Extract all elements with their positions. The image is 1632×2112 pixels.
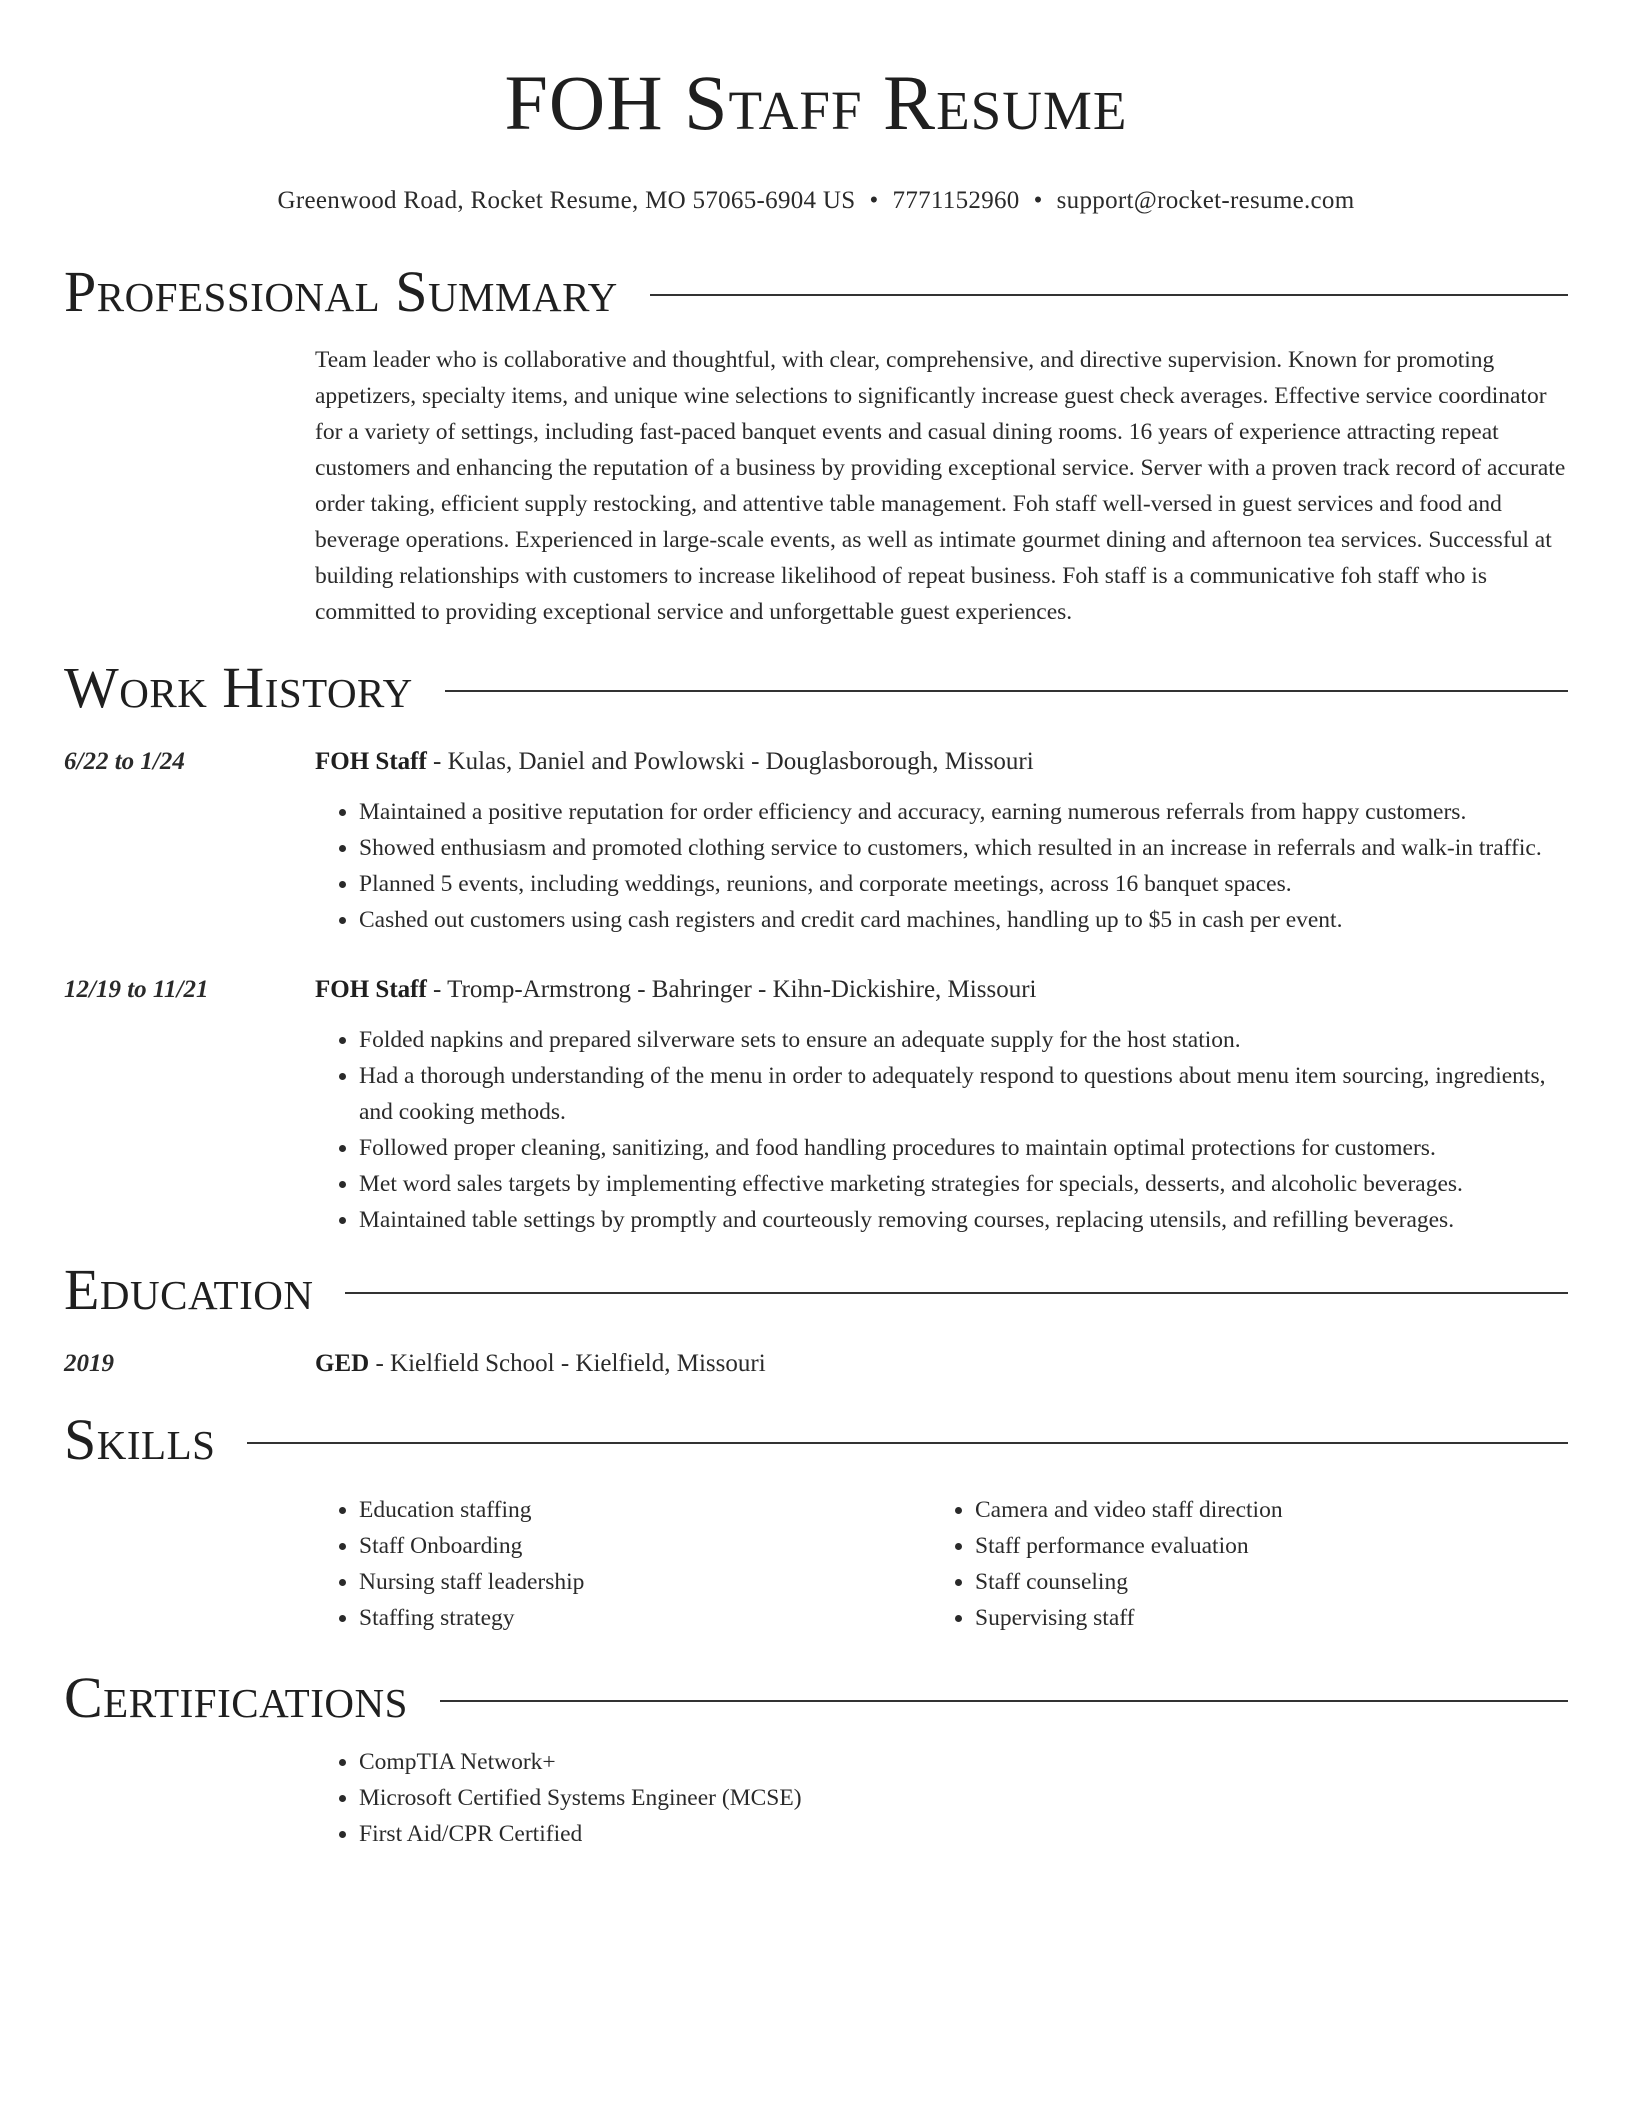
job-body: [315, 744, 1568, 938]
certifications-list: [315, 1744, 1568, 1852]
contact-separator: •: [869, 187, 879, 214]
skill-item: • Staff performance evaluation: [975, 1528, 1547, 1564]
job-bullet: • Met word sales targets by implementing effective marketing strategies for specials, desserts, and alcoholic beverages.: [359, 1166, 1568, 1202]
job-bullet: • Followed proper cleaning, sanitizing, and food handling procedures to maintain optimal protections for customers.: [359, 1130, 1568, 1166]
education-line: [315, 1346, 766, 1382]
job-entry: [64, 972, 1568, 1238]
summary-text: Team leader who is collaborative and thoughtful, with clear, comprehensive, and directive supervision. Known for promoting appetizers, specialty items, and unique wine selections to significantly increase guest check averages. Effective service coordinator for a variety of settings, including fast-paced banquet events and casual dining rooms. 16 years of experience attracting repeat customers and enhancing the reputation of a business by providing exceptional service. Server with a proven track record of accurate order taking, efficient supply restocking, and attentive table management. Foh staff well-versed in guest services and food and beverage operations. Experienced in large-scale events, as well as intimate gourmet dining and afternoon tea services. Successful at building relationships with customers to increase likelihood of repeat business. Foh staff is a communicative foh staff who is committed to providing exceptional service and unforgettable guest experiences.: [315, 347, 1566, 625]
certification-item: • CompTIA Network+: [359, 1744, 1568, 1780]
job-bullet: • Planned 5 events, including weddings, reunions, and corporate meetings, across 16 banquet spaces.: [359, 866, 1568, 902]
section-divider: [440, 1700, 1568, 1702]
skills-column-right: [931, 1492, 1547, 1636]
certification-item: • Microsoft Certified Systems Engineer (MCSE): [359, 1780, 1568, 1816]
job-bullet: • Showed enthusiasm and promoted clothing service to customers, which resulted in an increase in referrals and walk-in traffic.: [359, 830, 1568, 866]
section-divider: [247, 1442, 1568, 1444]
resume-page: [64, 0, 1568, 1852]
section-header-work: [64, 656, 1568, 720]
certification-item: • First Aid/CPR Certified: [359, 1816, 1568, 1852]
section-divider: [445, 690, 1568, 692]
job-employer: - Tromp-Armstrong - Bahringer - Kihn-Dickishire, Missouri: [426, 976, 1037, 1003]
education-year: 2019: [64, 1350, 114, 1377]
education-degree: GED: [315, 1350, 370, 1377]
skill-item: • Education staffing: [359, 1492, 931, 1528]
job-bullet: • Cashed out customers using cash registers and credit card machines, handling up to $5 in cash per event.: [359, 902, 1568, 938]
job-bullet: • Folded napkins and prepared silverware sets to ensure an adequate supply for the host station.: [359, 1022, 1568, 1058]
education-school: - Kielfield School - Kielfield, Missouri: [369, 1350, 766, 1377]
section-header-skills: [64, 1408, 1568, 1472]
skill-item: • Staffing strategy: [359, 1600, 931, 1636]
section-header-certifications: [64, 1666, 1568, 1730]
skill-item: • Supervising staff: [975, 1600, 1547, 1636]
resume-title: FOH Staff Resume: [504, 59, 1128, 146]
job-dates: 6/22 to 1/24: [64, 748, 185, 775]
skills-list-left: [315, 1492, 931, 1636]
job-title-line: [315, 972, 1568, 1008]
section-divider: [345, 1292, 1568, 1294]
job-title: FOH Staff: [315, 748, 427, 775]
job-dates: 12/19 to 11/21: [64, 976, 209, 1003]
section-header-summary: [64, 260, 1568, 324]
section-title-certifications: Certifications: [64, 1665, 408, 1730]
skills-list-right: [931, 1492, 1547, 1636]
skill-item: • Nursing staff leadership: [359, 1564, 931, 1600]
skill-item: • Staff Onboarding: [359, 1528, 931, 1564]
section-header-education: [64, 1258, 1568, 1322]
education-entry: [64, 1346, 1568, 1382]
job-bullet: • Maintained table settings by promptly and courteously removing courses, replacing utensils, and refilling beverages.: [359, 1202, 1568, 1238]
section-title-summary: Professional Summary: [64, 259, 618, 324]
section-title-skills: Skills: [64, 1407, 216, 1472]
contact-address: Greenwood Road, Rocket Resume, MO 57065-6904 US: [277, 187, 856, 214]
job-employer: - Kulas, Daniel and Powlowski - Douglasborough, Missouri: [426, 748, 1034, 775]
contact-separator: •: [1033, 187, 1043, 214]
job-title: FOH Staff: [315, 976, 427, 1003]
section-title-education: Education: [64, 1257, 314, 1322]
job-title-line: [315, 744, 1568, 780]
contact-email: support@rocket-resume.com: [1056, 187, 1355, 214]
job-bullets: [315, 1022, 1568, 1238]
skills-grid: [315, 1492, 1568, 1636]
section-title-work: Work History: [64, 655, 413, 720]
job-entry: [64, 744, 1568, 938]
job-body: [315, 972, 1568, 1238]
job-bullet: • Had a thorough understanding of the menu in order to adequately respond to questions about menu item sourcing, ingredients, and cooking methods.: [359, 1058, 1568, 1130]
skill-item: • Staff counseling: [975, 1564, 1547, 1600]
skill-item: • Camera and video staff direction: [975, 1492, 1547, 1528]
job-bullet: • Maintained a positive reputation for order efficiency and accuracy, earning numerous referrals from happy customers.: [359, 794, 1568, 830]
certifications-block: [315, 1744, 1568, 1852]
skills-column-left: [315, 1492, 931, 1636]
section-divider: [650, 294, 1568, 296]
contact-line: [64, 184, 1568, 218]
contact-phone: 7771152960: [892, 187, 1020, 214]
job-bullets: [315, 794, 1568, 938]
